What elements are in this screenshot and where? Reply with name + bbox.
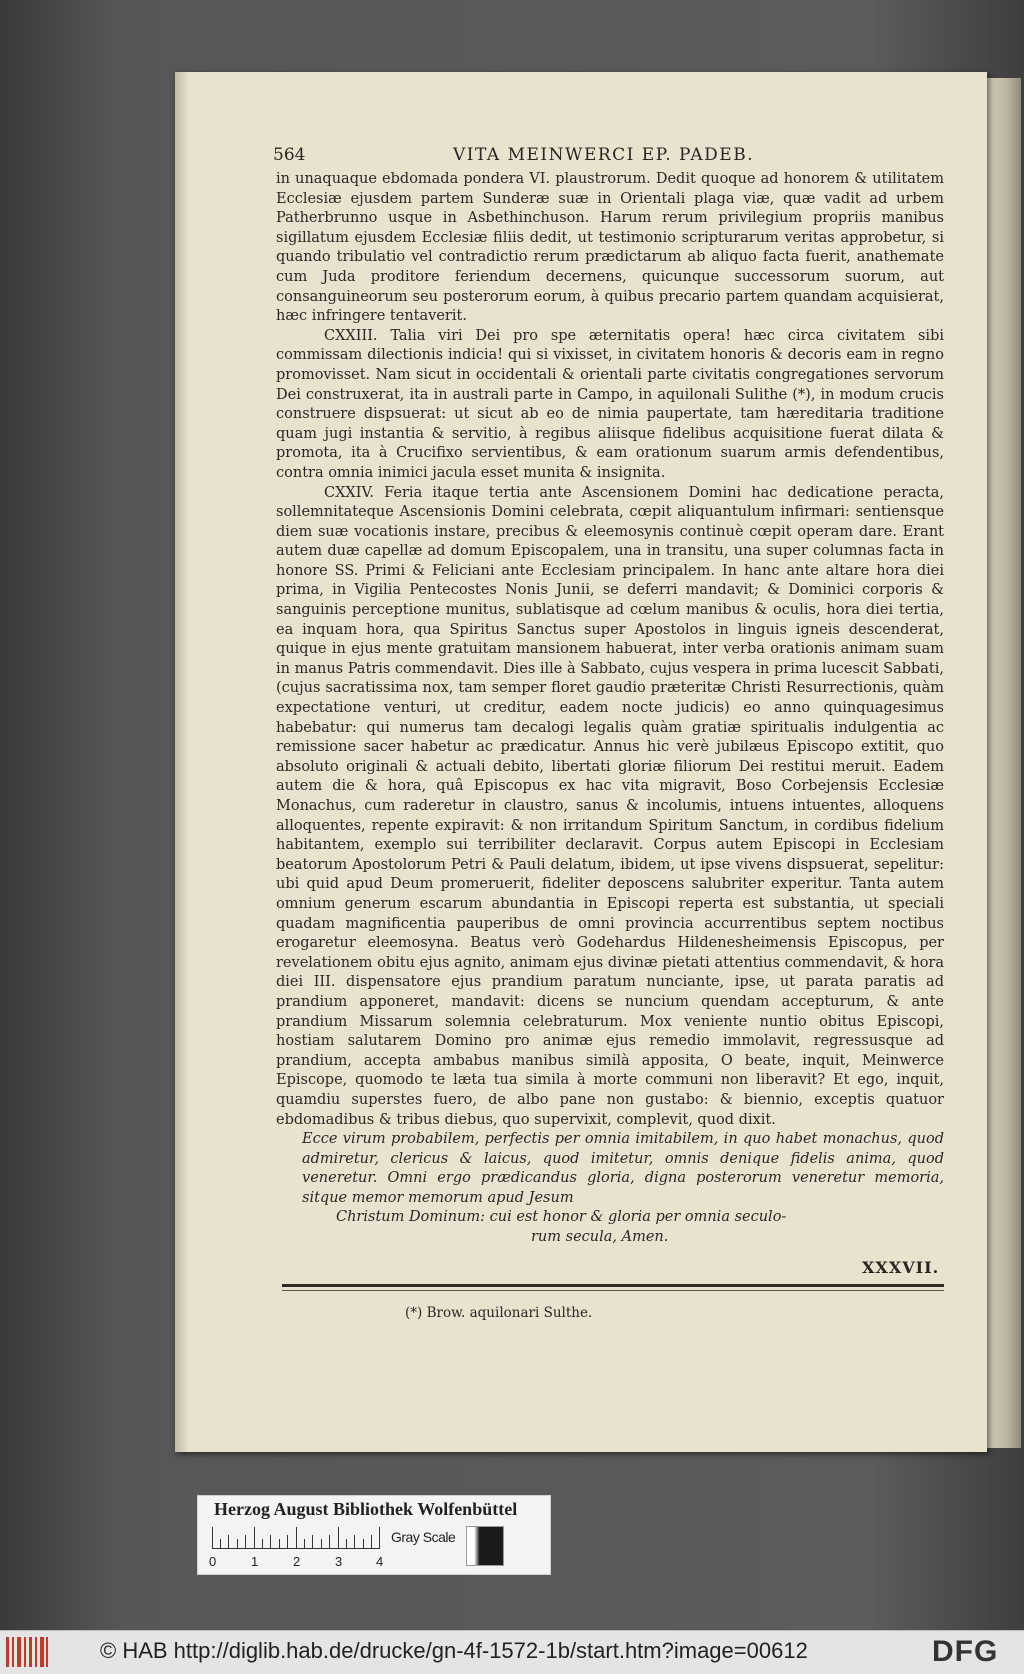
paragraph-cxxiii: CXXIII. Talia viri Dei pro spe æternitatis opera! hæc circa civitatem sibi commissam dilectionis indicia! qui si vixisset, in civitatem honoris & decoris eam in regno promovisset. Nam sicut in occidentali & orientali parte civitatis congregationes servorum Dei construxerat, ita in australi parte in Campo, in aquilonali Sulithe (*), in modum crucis construere dispsuerat: ut sicut ab eo de nimia paupertate, tam hæreditaria traditione quam jugi instantia & servitio, à regibus aliisque fidelibus acquisitione fuerat dilata & promota, ita à Crucifixo servientibus, & eam orationum suarum armis defendentibus, contra omnia inimici jacula esset munita & insignita.	[276, 327, 944, 481]
closing-line-3: rum secula, Amen.	[531, 1229, 669, 1246]
page-edge	[985, 78, 1021, 1448]
closing-line-2: Christum Dominum: cui est honor & gloria per omnia seculo-	[336, 1209, 787, 1226]
footnote: (*) Brow. aquilonari Sulthe.	[405, 1305, 593, 1321]
ruler-scale	[212, 1527, 380, 1549]
footer-rule	[282, 1284, 944, 1287]
catchword: XXXVII.	[862, 1258, 940, 1277]
source-url-link[interactable]: © HAB http://diglib.hab.de/drucke/gn-4f-1572-1b/start.htm?image=00612	[100, 1638, 808, 1663]
running-title: VITA MEINWERCI EP. PADEB.	[453, 145, 755, 165]
scale-number: 4	[376, 1554, 384, 1569]
footer-rule-thin	[282, 1290, 944, 1291]
page-body	[276, 170, 944, 1248]
page-fold-shadow	[175, 72, 189, 1452]
scale-number: 1	[251, 1554, 259, 1569]
viewer-footer	[0, 1630, 1024, 1674]
scale-number: 0	[209, 1554, 217, 1569]
hab-barcode-icon	[6, 1637, 48, 1667]
dfg-logo: DFG	[932, 1635, 999, 1668]
page-header	[273, 145, 945, 167]
scale-number: 3	[335, 1554, 343, 1569]
paragraph-1: in unaquaque ebdomada pondera VI. plaustrorum. Dedit quoque ad honorem & utilitatem Ecclesiæ ejusdem partem Sunderæ suæ in Orientali plaga viæ, quæ vadit ad urbem Patherbrunno usque in Asbethinchuson. Harum rerum privilegium propriis manibus sigillatum ejusdem Ecclesiæ filiis dedit, ut testimonio scripturarum veritas approbetur, si quando tribulatio vel contradictio rerum prædictarum ab aliquo facta fuerit, anathemate cum Juda proditore feriendum decernens, quicunque successorum suorum, aut consanguineorum seu posterorum eorum, à quibus precario partem quandam acquisierat, hæc infringere tentaverit.	[276, 171, 944, 325]
library-label	[197, 1495, 551, 1575]
library-title: Herzog August Bibliothek Wolfenbüttel	[214, 1499, 518, 1519]
gray-scale-label: Gray Scale	[391, 1529, 456, 1545]
closing-line-1: Ecce virum probabilem, perfectis per omnia imitabilem, in quo habet monachus, quod admiretur, clericus & laicus, quod imitetur, omnis denique fidelis anima, quod veneretur. Omni ergo prædicandus gloria, digna posterorum veneretur memoria, sitque memor memorum apud Jesum	[302, 1131, 944, 1206]
gray-scale-swatch	[466, 1526, 504, 1566]
scale-number: 2	[293, 1554, 301, 1569]
page-number: 564	[273, 145, 306, 165]
paragraph-cxxiv: CXXIV. Feria itaque tertia ante Ascensionem Domini hac dedicatione peracta, sollemnitateque Ascensionis Domini celebrata, cœpit aliquantulum infirmari: sentiensque diem suæ vocationis instare, precibus & eleemosynis continuè cœpit operam dare. Erant autem duæ capellæ ad domum Episcopalem, una in transitu, una super columnas facta in honore SS. Primi & Feliciani ante Ecclesiam principalem. In hanc ante altare hora diei prima, in Vigilia Pentecostes Nonis Junii, se deferri mandavit; & Dominici corporis & sanguinis perceptione munitus, sublatisque ad cœlum manibus & oculis, hora diei tertia, ea inquam hora, qua Spiritus Sanctus super Apostolos in linguis igneis descenderat, quique in ejus mente gratuitam mansionem habuerat, inter verba orationis animam suam in manus Patris commendavit. Dies ille à Sabbato, cujus vespera in prima lucescit Sabbati, (cujus sacratissima nox, tam semper floret gaudio præteritæ Christi Resurrectionis, quàm expectatione venturi, ut creditur, eadem nocte judicis) eo anno quinquagesimus habebatur: qui numerus tam decalogi legalis quàm gratiæ spiritualis indulgentia ac remissione sacer habetur ac prædicatur. Annus hic verè jubilæus Episcopo extitit, quo absoluto originali & actuali debito, libertati gloriæ filiorum Dei restitui meruit. Eadem autem die & hora, quâ Episcopus ex hac vita migravit, Boso Corbejensis Ecclesiæ Monachus, cum raderetur in claustro, sanus & incolumis, intuens intuentes, alloquens alloquentes, repente expiravit: & non irritandum Spiritum Sanctum, in cordibus fidelium habitantem, exemplo sui terribiliter declaravit. Corpus autem Episcopi in Ecclesiam beatorum Apostolorum Petri & Pauli delatum, ibidem, ut ipse vivens dispsuerat, sepelitur: ubi quid apud Deum promeruerit, fideliter deposcens salubriter experitur. Tanta autem omnium generum escarum abundantia in Episcopi reperta est substantia, ut speciali quadam magnificentia pauperibus de omni provincia accurrentibus septem noctibus erogaretur eleemosyna. Beatus verò Godehardus Hildenesheimensis Episcopus, per revelationem obitu ejus agnito, animam ejus divinæ pietati attentius commendavit, & hora diei III. dispensatore ejus prandium paratum nunciante, ipse, ut parata paratis ad prandium apponeret, mandavit: dicens se nuncium quendam accepturum, & ante prandium Missarum solemnia celebraturum. Mox veniente nuntio obitus Episcopi, hostiam salutarem Domino pro animæ ejus remedio immolavit, regressusque ad prandium, accepta ambabus manibus similà apposita, O beate, inquit, Meinwerce Episcope, quomodo te læta tua simila à morte communi non liberavit? Et ego, inquit, quamdiu superstes fuero, de albo pane non gustabo: & biennio, exceptis quatuor ebdomadibus & tribus diebus, quo supervixit, complevit, quod dixit.	[276, 484, 945, 1128]
